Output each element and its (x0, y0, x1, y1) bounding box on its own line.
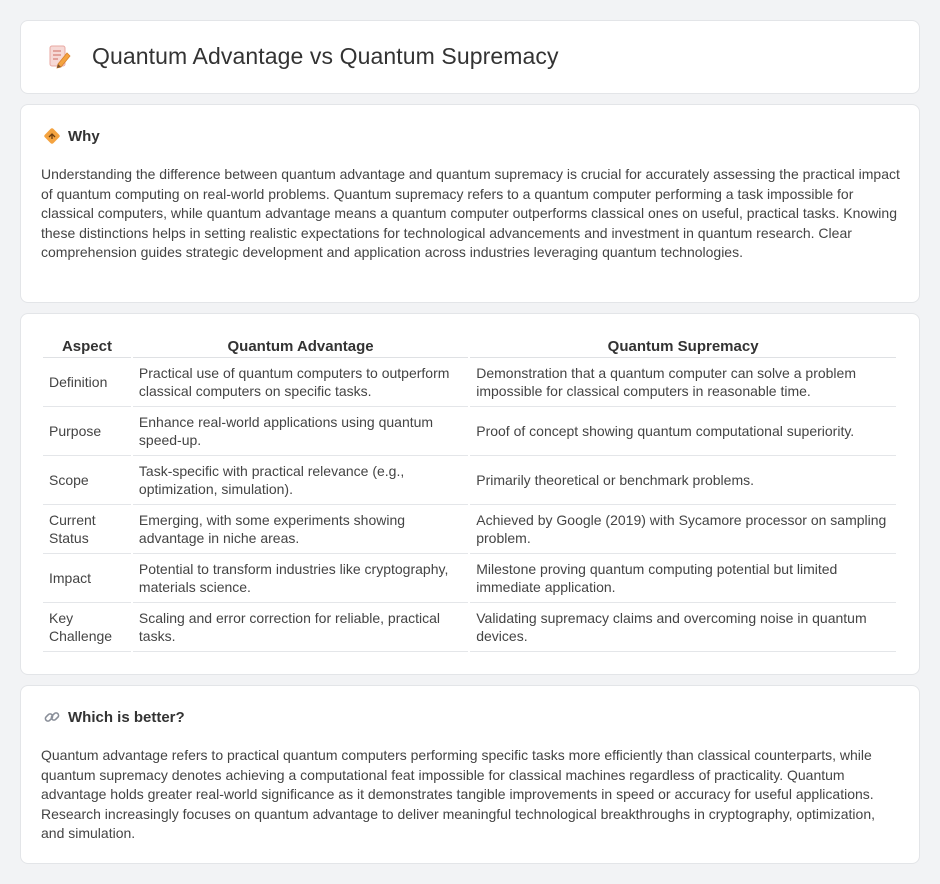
cell-supremacy: Achieved by Google (2019) with Sycamore processor on sampling problem. (470, 505, 896, 554)
cell-aspect: Key Challenge (43, 603, 131, 652)
table-row (43, 603, 896, 652)
cell-supremacy: Validating supremacy claims and overcoming noise in quantum devices. (470, 603, 896, 652)
table-header-row (43, 336, 896, 358)
comparison-table (41, 336, 898, 652)
diamond-sign-icon (43, 127, 61, 145)
cell-aspect: Definition (43, 358, 131, 407)
comparison-section (20, 313, 920, 675)
cell-supremacy: Proof of concept showing quantum computational superiority. (470, 407, 896, 456)
table-row (43, 407, 896, 456)
link-icon (43, 708, 61, 726)
table-row (43, 358, 896, 407)
better-paragraph: Quantum advantage refers to practical quantum computers performing specific tasks more efficiently than classical counterparts, while quantum supremacy denotes achieving a computational feat impossible for classical machines regardless of practicality. Quantum advantage holds greater real-world significance as it demonstrates tangible improvements in speed or accuracy for useful applications. Research increasingly focuses on quantum advantage to deliver meaningful technological breakthroughs in cryptography, optimization, and simulation. (41, 747, 876, 841)
cell-supremacy: Milestone proving quantum computing potential but limited immediate application. (470, 554, 896, 603)
table-row (43, 456, 896, 505)
header-quantum-supremacy: Quantum Supremacy (470, 336, 896, 358)
cell-advantage: Potential to transform industries like cryptography, materials science. (133, 554, 468, 603)
why-paragraph: Understanding the difference between quantum advantage and quantum supremacy is crucial for accurately assessing the practical impact of quantum computing on real-world problems. Quantum supremacy refers to a quantum computer performing a task impossible for classical computers, while quantum advantage means a quantum computer outperforms classical ones on useful, practical tasks. Knowing these distinctions helps in setting realistic expectations for technological advancements and investment in quantum research. Clear comprehension guides strategic development and application across industries leveraging quantum technologies. (41, 166, 900, 260)
table-row (43, 554, 896, 603)
cell-aspect: Impact (43, 554, 131, 603)
cell-aspect: Current Status (43, 505, 131, 554)
cell-aspect: Scope (43, 456, 131, 505)
cell-advantage: Enhance real-world applications using quantum speed-up. (133, 407, 468, 456)
why-heading: Why (68, 127, 100, 145)
cell-advantage: Practical use of quantum computers to outperform classical computers on specific tasks. (133, 358, 468, 407)
table-row (43, 505, 896, 554)
cell-advantage: Task-specific with practical relevance (e.g., optimization, simulation). (133, 456, 468, 505)
cell-supremacy: Demonstration that a quantum computer can solve a problem impossible for classical computers in reasonable time. (470, 358, 896, 407)
cell-advantage: Emerging, with some experiments showing advantage in niche areas. (133, 505, 468, 554)
title-card (20, 20, 920, 94)
page-title: Quantum Advantage vs Quantum Supremacy (92, 43, 559, 69)
cell-advantage: Scaling and error correction for reliable, practical tasks. (133, 603, 468, 652)
header-aspect: Aspect (43, 336, 131, 358)
document-edit-icon (47, 44, 71, 70)
which-is-better-section (20, 685, 920, 864)
better-heading: Which is better? (68, 708, 185, 726)
why-section (20, 104, 920, 303)
header-quantum-advantage: Quantum Advantage (133, 336, 468, 358)
cell-supremacy: Primarily theoretical or benchmark problems. (470, 456, 896, 505)
cell-aspect: Purpose (43, 407, 131, 456)
